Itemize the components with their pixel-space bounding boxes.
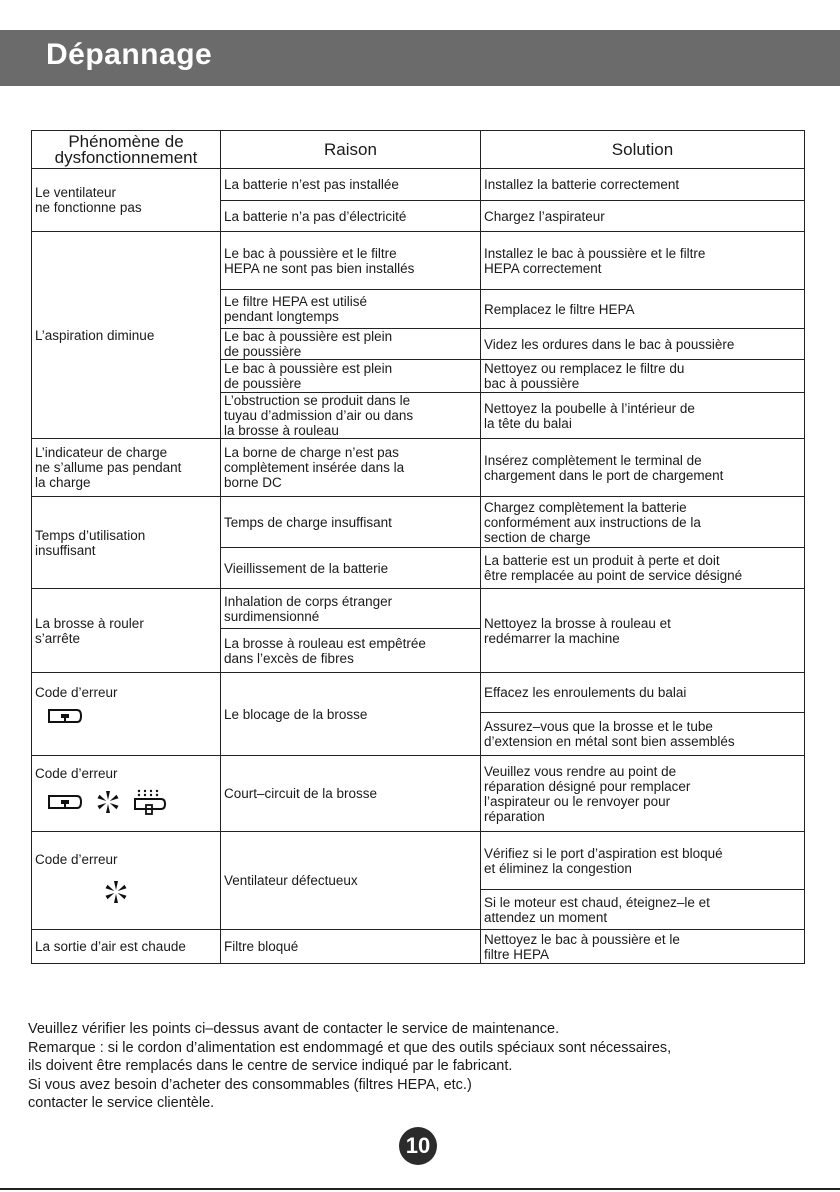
reason-cell: La borne de charge n’est pas complètement insérée dans la borne DC [221,439,481,497]
phenomenon-cell: L’aspiration diminue [32,232,221,439]
header-phenomenon: Phénomène de dysfonctionnement [32,131,221,169]
error-icons [47,708,217,727]
reason-cell: Le filtre HEPA est utilisé pendant longtemps [221,290,481,329]
reason-cell: La batterie n’est pas installée [221,169,481,201]
phenomenon-cell: L’indicateur de charge ne s’allume pas pendant la charge [32,439,221,497]
note-line: Veuillez vérifier les points ci–dessus avant de contacter le service de maintenance. [28,1021,560,1037]
solution-cell: Vérifiez si le port d’aspiration est bloqué et éliminez la congestion [481,832,805,890]
reason-cell: Inhalation de corps étranger surdimensionné [221,589,481,629]
solution-cell: Si le moteur est chaud, éteignez–le et attendez un moment [481,890,805,930]
solution-cell: Chargez l’aspirateur [481,201,805,232]
note-line: Si vous avez besoin d’acheter des consommables (filtres HEPA, etc.) [28,1076,472,1093]
note-line: contacter le service clientèle. [28,1095,215,1111]
reason-cell: Court–circuit de la brosse [221,756,481,832]
reason-cell: La brosse à rouleau est empêtrée dans l’excès de fibres [221,629,481,673]
phenomenon-cell [32,673,221,756]
solution-cell: Installez la batterie correctement [481,169,805,201]
reason-cell: Le bac à poussière est plein de poussière [221,360,481,393]
brush-head-icon [47,794,83,813]
note-line: ils doivent être remplacés dans le centre de service indiqué par le fabricant. [28,1058,513,1074]
solution-cell: Assurez–vous que la brosse et le tube d’extension en métal sont bien assemblés [481,713,805,756]
page-title: Dépannage [46,38,213,71]
reason-cell: Ventilateur défectueux [221,832,481,930]
table-row [32,832,805,890]
phenomenon-cell [32,832,221,930]
reason-cell: Filtre bloqué [221,930,481,964]
table-row [32,673,805,713]
fan-icon [103,879,129,908]
phenomenon-cell [32,756,221,832]
reason-cell: L’obstruction se produit dans le tuyau d’admission d’air ou dans la brosse à rouleau [221,393,481,439]
solution-cell: Remplacez le filtre HEPA [481,290,805,329]
solution-cell: Nettoyez ou remplacez le filtre du bac à poussière [481,360,805,393]
reason-cell: Le blocage de la brosse [221,673,481,756]
solution-cell: Nettoyez la poubelle à l’intérieur de la tête du balai [481,393,805,439]
note-line: Remarque : si le cordon d’alimentation est endommagé et que des outils spéciaux sont nécessaires, [28,1039,672,1056]
reason-cell: Le bac à poussière est plein de poussière [221,329,481,360]
solution-cell: Effacez les enroulements du balai [481,673,805,713]
table-row [32,756,805,832]
table-row [32,497,805,548]
solution-cell: Videz les ordures dans le bac à poussière [481,329,805,360]
table-row [32,439,805,497]
reason-cell: Vieillissement de la batterie [221,548,481,589]
bottom-divider [0,1188,840,1190]
fan-icon [95,789,121,818]
header-reason: Raison [221,131,481,169]
charging-port-icon [133,789,167,818]
notes [28,1020,818,1113]
phenomenon-cell: La sortie d’air est chaude [32,930,221,964]
table-row [32,232,805,290]
phenomenon-cell: Le ventilateur ne fonctionne pas [32,169,221,232]
solution-cell: Nettoyez le bac à poussière et le filtre HEPA [481,930,805,964]
reason-cell: Le bac à poussière et le filtre HEPA ne sont pas bien installés [221,232,481,290]
solution-cell: Nettoyez la brosse à rouleau et redémarrer la machine [481,589,805,673]
solution-cell: Chargez complètement la batterie conformément aux instructions de la section de charge [481,497,805,548]
reason-cell: La batterie n’a pas d’électricité [221,201,481,232]
phenomenon-cell: La brosse à rouler s’arrête [32,589,221,673]
table-header-row [32,131,805,169]
error-icons [103,879,217,908]
error-code-label: Code d’erreur [35,766,118,781]
table-row [32,930,805,964]
brush-head-icon [47,708,83,727]
phenomenon-cell: Temps d’utilisation insuffisant [32,497,221,589]
reason-cell: Temps de charge insuffisant [221,497,481,548]
solution-cell: La batterie est un produit à perte et doit être remplacée au point de service désigné [481,548,805,589]
error-code-label: Code d’erreur [35,852,118,867]
solution-cell: Installez le bac à poussière et le filtre HEPA correctement [481,232,805,290]
page-number: 10 [399,1127,437,1165]
header-banner [0,30,840,86]
troubleshooting-table [31,130,805,964]
error-code-label: Code d’erreur [35,685,118,700]
solution-cell: Insérez complètement le terminal de chargement dans le port de chargement [481,439,805,497]
header-solution: Solution [481,131,805,169]
solution-cell: Veuillez vous rendre au point de réparation désigné pour remplacer l’aspirateur ou le renvoyer pour réparation [481,756,805,832]
error-icons [47,789,217,818]
table-row [32,589,805,629]
table-row [32,169,805,201]
